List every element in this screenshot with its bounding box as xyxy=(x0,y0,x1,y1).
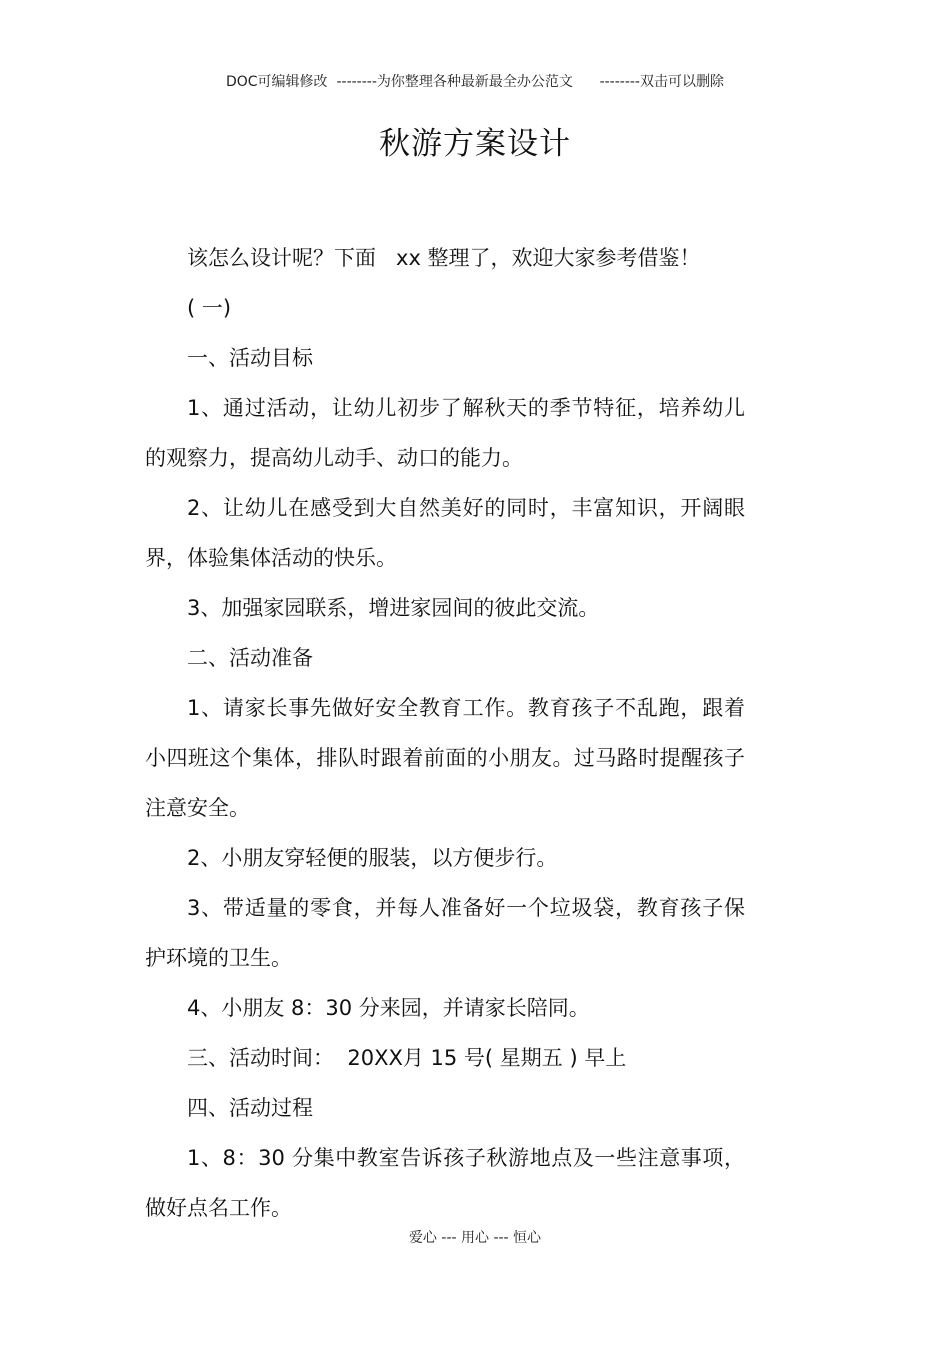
paragraph-goal-3: 3、加强家园联系，增进家园间的彼此交流。 xyxy=(187,596,600,620)
paragraph-goal-1: 1、通过活动，让幼儿初步了解秋天的季节特征，培养幼儿的观察力，提高幼儿动手、动口的能力。 xyxy=(145,396,745,470)
page-header: DOC可编辑修改 --------为你整理各种最新最全办公范文 --------双击可以删除 xyxy=(225,74,724,90)
document-body xyxy=(145,233,745,1233)
paragraph-intro: 该怎么设计呢？下面 xx 整理了，欢迎大家参考借鉴！ xyxy=(187,246,701,270)
heading-activity-process: 四、活动过程 xyxy=(187,1096,313,1120)
heading-activity-time: 三、活动时间： 20XX月 15 号( 星期五 ) 早上 xyxy=(187,1046,627,1070)
paragraph-prep-3: 3、带适量的零食，并每人准备好一个垃圾袋，教育孩子保护环境的卫生。 xyxy=(145,896,745,970)
paragraph-process-1: 1、8：30 分集中教室告诉孩子秋游地点及一些注意事项，做好点名工作。 xyxy=(145,1146,745,1220)
paragraph-prep-1: 1、请家长事先做好安全教育工作。教育孩子不乱跑，跟着小四班这个集体，排队时跟着前面的小朋友。过马路时提醒孩子注意安全。 xyxy=(145,696,745,820)
heading-activity-goals: 一、活动目标 xyxy=(187,346,313,370)
paragraph-prep-4: 4、小朋友 8：30 分来园，并请家长陪同。 xyxy=(187,996,590,1020)
heading-activity-preparation: 二、活动准备 xyxy=(187,646,313,670)
page-footer: 爱心 --- 用心 --- 恒心 xyxy=(408,1230,542,1246)
paragraph-prep-2: 2、小朋友穿轻便的服装，以方便步行。 xyxy=(187,846,558,870)
section-marker: ( 一) xyxy=(187,296,232,320)
document-title: 秋游方案设计 xyxy=(379,126,571,162)
paragraph-goal-2: 2、让幼儿在感受到大自然美好的同时，丰富知识，开阔眼界，体验集体活动的快乐。 xyxy=(145,496,745,570)
